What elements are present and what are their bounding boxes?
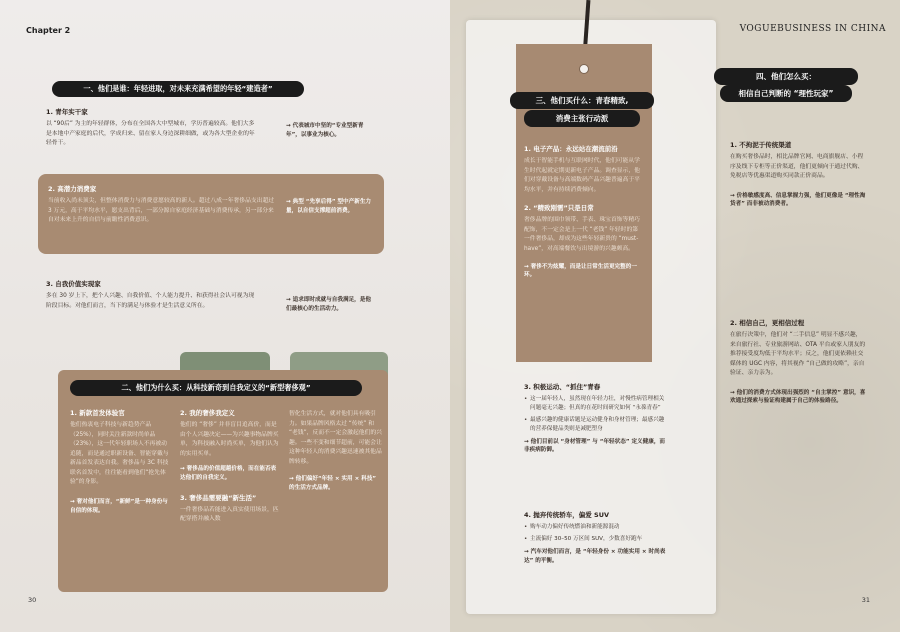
trust-self-text: 在旅行决策中，他们对 “二手信息” 明显不感兴趣，来自旅行社、专业旅游网站、OTA 平台或家人朋友的推荐接受度均低于平均水平；反之，他们更依赖社交媒体的 UGC 内容，将其视作 “自己做的攻略”，亲自验证、亲力亲为。 (730, 332, 866, 377)
sports-bullet-2: • 最感兴趣的健康话题是运动健身和身材管理；最感兴趣的营养保健品类则是减肥塑身 (524, 416, 666, 434)
page-number-right: 31 (861, 596, 870, 604)
refined-title: 2. “精致刚需”只是日常 (524, 204, 594, 213)
self-value-title: 3. 自我价值实现家 (46, 280, 101, 288)
section1-title: 一、他们是谁：年轻进取，对未来充满希望的年轻“建造者” (52, 81, 304, 97)
my-luxury-text: 他们的 “奢侈” 并非盲目追高价，而是由个人兴趣决定——为兴趣事物品牌买单，为科技融入时尚买单，为他们认为的实用买单。 (180, 422, 279, 457)
section4-title-line2: 相信自己判断的 “理性玩家” (720, 85, 852, 102)
section3-title-line1: 三、他们买什么：青春精致, (510, 92, 654, 109)
self-value-note: → 追求即时成就与自我满足，是他们最核心的生活动力。 (286, 297, 371, 312)
young-doers-block (46, 107, 258, 149)
right-page (450, 0, 900, 632)
channels-title: 1. 不拘泥于传统渠道 (730, 141, 792, 149)
sports-block (524, 382, 666, 455)
new-life-col-cont (289, 410, 383, 493)
channels-block (730, 140, 866, 209)
electronics-text: 成长于智能手机与互联网时代，他们可能从学生时代起就定期更新电子产品。调查显示，他们对穿戴设备与高端数码产品兴趣普遍高于平均水平，并有持续消费倾向。 (524, 158, 640, 193)
sports-bullet-1: • 这一届年轻人，虽然现在年轻力壮，对慢性病管理相关问题毫无兴趣；但真的在花时间研究如何 “永葆青春” (524, 395, 666, 413)
high-potential-card (38, 174, 384, 254)
channels-note: → 价格敏感度高、信息掌握力强，他们更像是 “理性淘货者” 而非被动消费者。 (730, 192, 866, 208)
first-release-text: 他们热衷电子科技与新趋势产品（25%），同时关注新款时尚单品（23%），这一代年轻职场人不再被动追随，而是通过职新设备、智能穿戴与新品首发表达自我。奢侈品与 3C 科技联名首发中，往往能看到他们“抢先体验”的身影。 (70, 422, 169, 486)
my-luxury-title: 2. 我的奢侈我定义 (180, 409, 235, 417)
high-potential-text: 当前收入尚未顶尖，但整体消费力与消费意愿较高的新人。超过八成一年奢侈品支出超过 3 万元，高于平均水平，愿支出背后，一部分源自家庭经济基础与消费传承，另一部分来自对未来上升的自信与前瞻性消费意识。 (48, 198, 275, 224)
tag-hole (579, 64, 589, 74)
section4-title-line1: 四、他们怎么买： (714, 68, 858, 85)
trust-self-block (730, 318, 866, 406)
self-value-text: 多在 30 岁上下，把个人兴趣、自我价值、个人能力提升、和获得社会认可视为现阶段目标。对他们而言，当下的满足与体验才是生活意义所在。 (46, 293, 255, 309)
trust-self-title: 2. 相信自己，更相信过程 (730, 319, 805, 327)
chapter-label: Chapter 2 (26, 26, 71, 35)
channels-text: 在购买奢侈品时，相比品牌官网、电商旗舰店、小程序及线下专柜等正价渠道，他们更倾向于通过代购、免税店等优惠渠道购买同款正价商品。 (730, 154, 864, 180)
first-release-title: 1. 新款首发体验官 (70, 409, 125, 417)
young-doers-text: 以 “90后” 为主的年轻群体，分布在全国各大中型城市，学历普遍较高。他们大多是本地中产家庭的后代，学成归来、留在家人身边深耕细做，或为各大型企业的年轻骨干。 (46, 121, 255, 147)
electronics-title: 1. 电子产品：永远站在潮流前沿 (524, 145, 618, 153)
new-life-text-cont: 智化生活方式，就对他们具有吸引力。如果品牌风格太过 “传统” 和 “老钱”，反而不一定会激起他们的兴趣。一些不变和细节超前，可能会让这种年轻人的消费兴趣迅速被其他品牌转移。 (289, 411, 382, 465)
section3-title-line2: 消费主张行动派 (524, 110, 640, 127)
refined-note: → 奢侈不为炫耀，而是让日常生活更完整的一环。 (524, 263, 637, 279)
new-life-text: 一件奢侈品若能进入真实使用场景，匹配穿搭并融入数 (180, 506, 279, 523)
high-potential-note: → 典型 “先享后得” 型中产新生力量，以自信支撑超前消费。 (286, 199, 372, 214)
refined-text: 奢侈品牌的围巾领带、手表、珠宝首饰等精巧配饰，不一定会是上一代 “老钱” 年轻时的第一件奢侈品，却成为这些年轻新贵的 “must-have”，对高端餐饮与出境游的兴趣颇高。 (524, 217, 640, 252)
suv-bullet-2: • 主流偏好 30–50 万区间 SUV，少数喜好跑车 (524, 535, 666, 544)
new-life-title: 3. 奢侈品需要融“新生活” (180, 493, 257, 502)
first-release-col (70, 408, 170, 515)
sports-title: 3. 积极运动、“抓住”青春 (524, 383, 601, 391)
page-number-left: 30 (28, 596, 37, 604)
new-life-note: → 他们偏好“年轻 × 实用 × 科技” 的生活方式品牌。 (289, 476, 377, 492)
my-luxury-col (180, 408, 280, 525)
suv-bullet-1: • 购车动力偏好传统燃油和新能源混动 (524, 523, 666, 532)
suv-block (524, 510, 666, 565)
high-potential-title: 2. 高潜力消费家 (48, 185, 97, 193)
brand-wordmark: VOGUEBUSINESS IN CHINA (739, 24, 886, 34)
first-release-note: → 奢对他们而言，“新鲜”是一种身份与自信的体现。 (70, 498, 168, 514)
self-value-block (46, 279, 258, 311)
young-doers-title: 1. 青年实干家 (46, 108, 88, 116)
suv-note: → 汽车对他们而言，是 “年轻身份 × 功能实用 × 时尚表达” 的平衡。 (524, 548, 666, 564)
my-luxury-note: → 奢侈品的价值超越价格，而在能否表达他们的自我定义。 (180, 466, 277, 481)
suv-title: 4. 抛弃传统轿车，偏爱 SUV (524, 511, 610, 519)
young-doers-note: → 代表城市中坚的“专业型新青年”，以事业为核心。 (286, 123, 364, 138)
trust-self-note: → 他们的消费方式体现出强烈的 “自主掌控” 意识，喜欢通过探索与验证构建属于自己的体验路径。 (730, 389, 866, 405)
section2-title: 二、他们为什么买：从科技新奇到自我定义的“新型奢侈观” (70, 380, 362, 396)
sports-note: → 他们目前以 “身材管理” 与 “年轻状态” 定义健康，而非疾病防御。 (524, 438, 666, 454)
